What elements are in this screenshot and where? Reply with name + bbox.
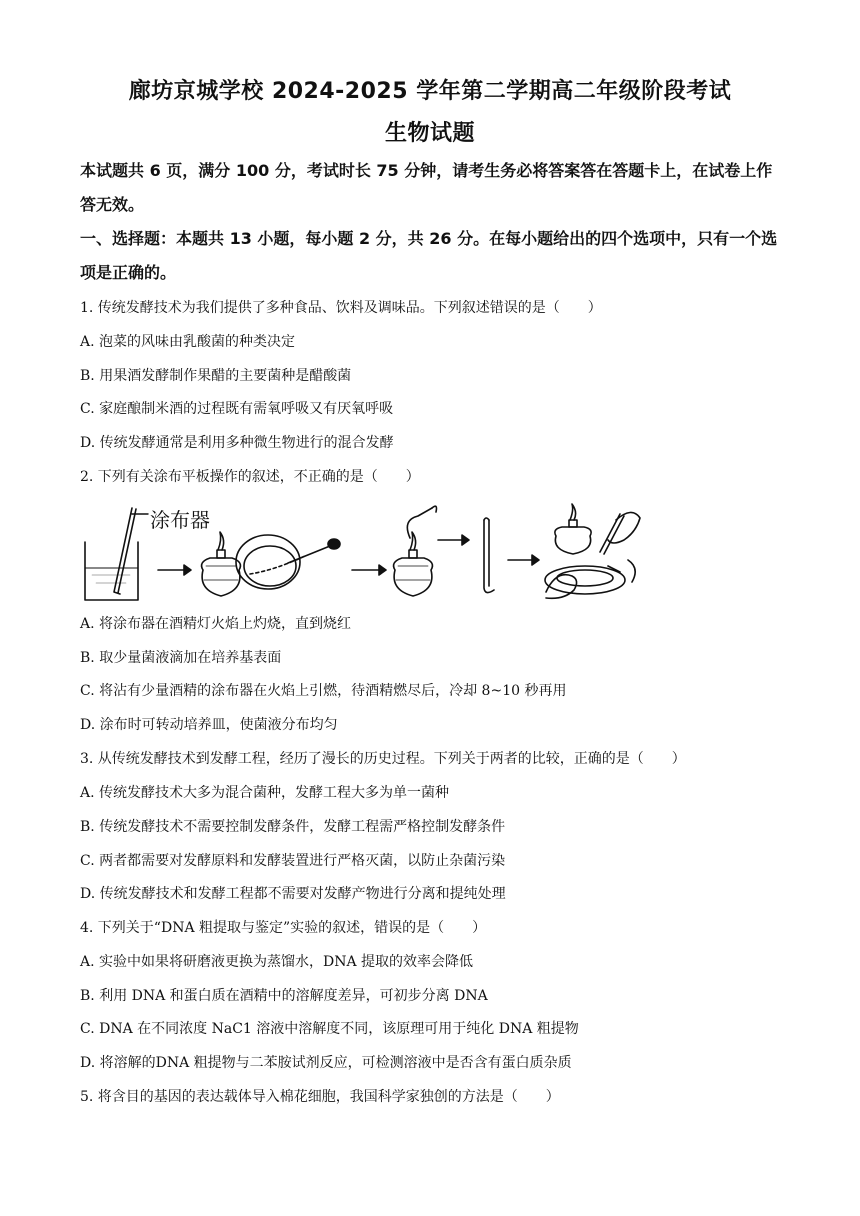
beaker-icon — [85, 542, 138, 600]
option-b: B. 取少量菌液滴加在培养基表面 — [80, 650, 282, 666]
alcohol-lamp-icon — [555, 504, 591, 554]
option-d: D. 将溶解的DNA 粗提物与二苯胺试剂反应，可检测溶液中是否含有蛋白质杂质 — [80, 1055, 572, 1071]
option-c: C. 将沾有少量酒精的涂布器在火焰上引燃，待酒精燃尽后，冷却 8~10 秒再用 — [80, 683, 567, 699]
arrow-right-icon — [352, 565, 386, 575]
option-a: A. 泡菜的风味由乳酸菌的种类决定 — [80, 334, 296, 350]
option-d: D. 涂布时可转动培养皿，使菌液分布均匀 — [80, 717, 338, 733]
exam-subtitle: 生物试题 — [384, 121, 475, 146]
spreader-icon — [114, 508, 136, 594]
arrow-right-icon — [438, 535, 469, 545]
option-b: B. 利用 DNA 和蛋白质在酒精中的溶解度差异，可初步分离 DNA — [80, 988, 488, 1004]
spreader-icon — [484, 518, 494, 593]
exam-instructions: 本试题共 6 页，满分 100 分，考试时长 75 分钟，请考生务必将答案答在答题卡上，在试卷上作答无效。 — [80, 161, 773, 214]
question-stem: 2. 下列有关涂布平板操作的叙述，不正确的是（ ） — [80, 469, 420, 485]
hands-spreading-icon — [545, 512, 640, 598]
figure-label: 涂布器 — [150, 510, 210, 532]
option-b: B. 用果酒发酵制作果醋的主要菌种是醋酸菌 — [80, 368, 352, 384]
dropper-icon — [288, 539, 340, 563]
question-stem: 3. 从传统发酵技术到发酵工程，经历了漫长的历史过程。下列关于两者的比较，正确的是（ ） — [80, 751, 686, 767]
option-c: C. DNA 在不同浓度 NaC1 溶液中溶解度不同，该原理可用于纯化 DNA 粗提物 — [80, 1021, 579, 1037]
question-stem: 1. 传统发酵技术为我们提供了多种食品、饮料及调味品。下列叙述错误的是（ ） — [80, 300, 602, 316]
spread-plate-figure — [80, 500, 645, 605]
option-a: A. 传统发酵技术大多为混合菌种，发酵工程大多为单一菌种 — [80, 785, 450, 801]
arrow-right-icon — [508, 555, 539, 565]
option-c: C. 家庭酿制米酒的过程既有需氧呼吸又有厌氧呼吸 — [80, 401, 394, 417]
option-a: A. 实验中如果将研磨液更换为蒸馏水，DNA 提取的效率会降低 — [80, 954, 474, 970]
alcohol-lamp-icon — [202, 532, 241, 596]
option-c: C. 两者都需要对发酵原料和发酵装置进行严格灭菌，以防止杂菌污染 — [80, 853, 506, 869]
option-b: B. 传统发酵技术不需要控制发酵条件，发酵工程需严格控制发酵条件 — [80, 819, 506, 835]
question-stem: 5. 将含目的基因的表达载体导入棉花细胞，我国科学家独创的方法是（ ） — [80, 1089, 560, 1105]
petri-dish-icon — [236, 535, 305, 589]
section-heading: 一、选择题：本题共 13 小题，每小题 2 分，共 26 分。在每小题给出的四个选项中，只有一个选项是正确的。 — [80, 229, 778, 282]
option-d: D. 传统发酵技术和发酵工程都不需要对发酵产物进行分离和提纯处理 — [80, 886, 506, 902]
exam-title: 廊坊京城学校 2024-2025 学年第二学期高二年级阶段考试 — [128, 79, 732, 104]
option-d: D. 传统发酵通常是利用多种微生物进行的混合发酵 — [80, 435, 394, 451]
arrow-right-icon — [158, 565, 191, 575]
alcohol-lamp-icon — [394, 532, 433, 596]
option-a: A. 将涂布器在酒精灯火焰上灼烧，直到烧红 — [80, 616, 352, 632]
question-stem: 4. 下列关于“DNA 粗提取与鉴定”实验的叙述，错误的是（ ） — [80, 920, 487, 936]
